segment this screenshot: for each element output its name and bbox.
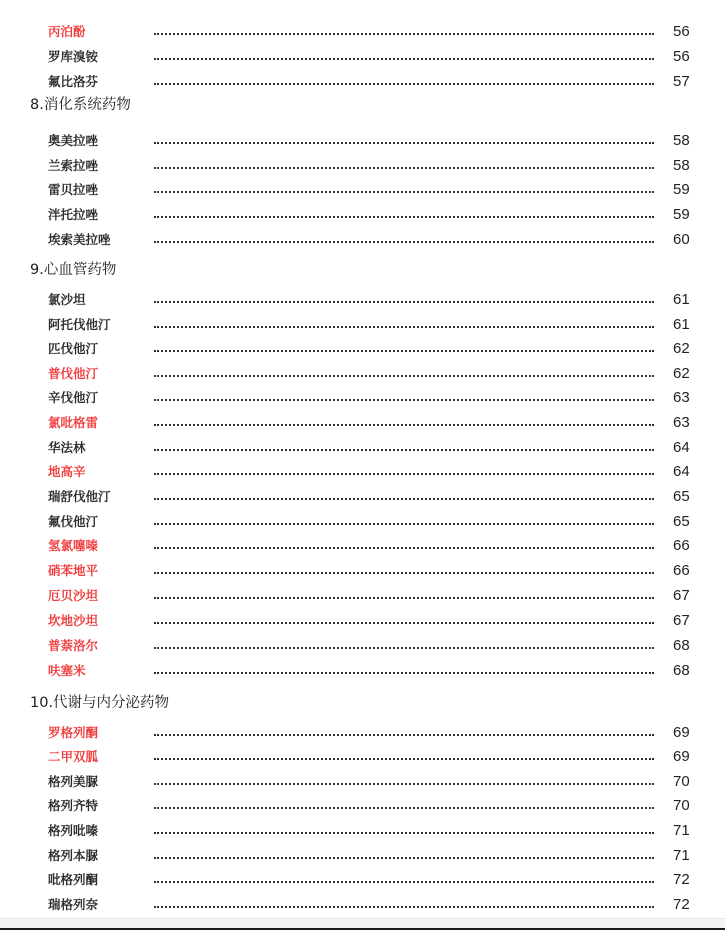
- dot-leader: [154, 783, 654, 785]
- dot-leader: [154, 167, 654, 169]
- page-number: 56: [673, 23, 690, 40]
- toc-entry[interactable]: [0, 205, 725, 225]
- dot-leader: [154, 399, 654, 401]
- toc-entry[interactable]: [0, 821, 725, 841]
- page-number: 61: [673, 291, 690, 308]
- toc-entry[interactable]: [0, 796, 725, 816]
- dot-leader: [154, 449, 654, 451]
- toc-entry[interactable]: [0, 772, 725, 792]
- entry-name: 泮托拉唑: [48, 207, 99, 222]
- entry-name: 辛伐他汀: [48, 390, 99, 405]
- toc-entry[interactable]: [0, 413, 725, 433]
- dot-leader: [154, 498, 654, 500]
- dot-leader: [154, 807, 654, 809]
- dot-leader: [154, 881, 654, 883]
- toc-entry[interactable]: [0, 611, 725, 631]
- dot-leader: [154, 597, 654, 599]
- page-number: 71: [673, 847, 690, 864]
- toc-entry[interactable]: [0, 388, 725, 408]
- toc-entry[interactable]: [0, 561, 725, 581]
- page-number: 65: [673, 488, 690, 505]
- entry-name: 罗格列酮: [48, 725, 99, 740]
- dot-leader: [154, 326, 654, 328]
- toc-entry[interactable]: [0, 47, 725, 67]
- entry-name: 华法林: [48, 440, 86, 455]
- page-number: 56: [673, 48, 690, 65]
- page-number: 67: [673, 587, 690, 604]
- entry-name: 雷贝拉唑: [48, 182, 99, 197]
- toc-entry[interactable]: [0, 870, 725, 890]
- page-number: 68: [673, 637, 690, 654]
- page-number: 61: [673, 316, 690, 333]
- page-number: 58: [673, 132, 690, 149]
- entry-name: 罗库溴铵: [48, 49, 99, 64]
- toc-entry[interactable]: [0, 536, 725, 556]
- toc-entry[interactable]: [0, 290, 725, 310]
- toc-entry[interactable]: [0, 512, 725, 532]
- dot-leader: [154, 857, 654, 859]
- page-number: 63: [673, 414, 690, 431]
- dot-leader: [154, 758, 654, 760]
- entry-name: 格列本脲: [48, 848, 99, 863]
- page-number: 57: [673, 73, 690, 90]
- page-number: 68: [673, 662, 690, 679]
- dot-leader: [154, 58, 654, 60]
- entry-name: 氟伐他汀: [48, 514, 99, 529]
- entry-name: 氯吡格雷: [48, 415, 99, 430]
- dot-leader: [154, 142, 654, 144]
- page-number: 69: [673, 748, 690, 765]
- toc-entry[interactable]: [0, 636, 725, 656]
- page-number: 59: [673, 206, 690, 223]
- toc-entry[interactable]: [0, 22, 725, 42]
- section-heading[interactable]: 8.消化系统药物: [30, 97, 131, 113]
- entry-name: 厄贝沙坦: [48, 588, 99, 603]
- toc-entry[interactable]: [0, 180, 725, 200]
- toc-entry[interactable]: [0, 72, 725, 92]
- entry-name: 格列吡嗪: [48, 823, 99, 838]
- page-number: 64: [673, 463, 690, 480]
- entry-name: 普萘洛尔: [48, 638, 99, 653]
- entry-name: 地高辛: [48, 464, 86, 479]
- entry-name: 普伐他汀: [48, 366, 99, 381]
- entry-name: 匹伐他汀: [48, 341, 99, 356]
- toc-entry[interactable]: [0, 586, 725, 606]
- dot-leader: [154, 241, 654, 243]
- dot-leader: [154, 523, 654, 525]
- page-number: 58: [673, 157, 690, 174]
- dot-leader: [154, 191, 654, 193]
- toc-entry[interactable]: [0, 661, 725, 681]
- entry-name: 兰索拉唑: [48, 158, 99, 173]
- page-number: 66: [673, 537, 690, 554]
- toc-entry[interactable]: [0, 364, 725, 384]
- dot-leader: [154, 832, 654, 834]
- page-number: 59: [673, 181, 690, 198]
- entry-name: 氢氯噻嗪: [48, 538, 99, 553]
- entry-name: 氯沙坦: [48, 292, 86, 307]
- dot-leader: [154, 734, 654, 736]
- dot-leader: [154, 672, 654, 674]
- section-heading[interactable]: 10.代谢与内分泌药物: [30, 695, 170, 711]
- entry-name: 硝苯地平: [48, 563, 99, 578]
- page-number: 66: [673, 562, 690, 579]
- page-number: 71: [673, 822, 690, 839]
- entry-name: 奥美拉唑: [48, 133, 99, 148]
- page-number: 62: [673, 340, 690, 357]
- page-number: 67: [673, 612, 690, 629]
- entry-name: 格列齐特: [48, 798, 99, 813]
- page-number: 62: [673, 365, 690, 382]
- toc-entry[interactable]: [0, 462, 725, 482]
- dot-leader: [154, 424, 654, 426]
- entry-name: 瑞舒伐他汀: [48, 489, 111, 504]
- section-heading[interactable]: 9.心血管药物: [30, 262, 117, 278]
- page-number: 72: [673, 871, 690, 888]
- entry-name: 二甲双胍: [48, 749, 99, 764]
- page-number: 63: [673, 389, 690, 406]
- dot-leader: [154, 572, 654, 574]
- dot-leader: [154, 547, 654, 549]
- toc-entry[interactable]: [0, 747, 725, 767]
- entry-name: 丙泊酚: [48, 24, 86, 39]
- entry-name: 吡格列酮: [48, 872, 99, 887]
- dot-leader: [154, 83, 654, 85]
- dot-leader: [154, 473, 654, 475]
- entry-name: 呋塞米: [48, 663, 86, 678]
- page-number: 64: [673, 439, 690, 456]
- dot-leader: [154, 301, 654, 303]
- toc-entry[interactable]: [0, 723, 725, 743]
- toc-entry[interactable]: [0, 846, 725, 866]
- page-number: 60: [673, 231, 690, 248]
- entry-name: 埃索美拉唑: [48, 232, 111, 247]
- toc-entry[interactable]: [0, 131, 725, 151]
- entry-name: 氟比洛芬: [48, 74, 99, 89]
- dot-leader: [154, 33, 654, 35]
- page-number: 70: [673, 773, 690, 790]
- entry-name: 格列美脲: [48, 774, 99, 789]
- page-number: 65: [673, 513, 690, 530]
- toc-entry[interactable]: [0, 156, 725, 176]
- dot-leader: [154, 906, 654, 908]
- toc-entry[interactable]: [0, 339, 725, 359]
- toc-entry[interactable]: [0, 315, 725, 335]
- dot-leader: [154, 622, 654, 624]
- toc-entry[interactable]: [0, 487, 725, 507]
- dot-leader: [154, 216, 654, 218]
- page-number: 70: [673, 797, 690, 814]
- entry-name: 瑞格列奈: [48, 897, 99, 912]
- dot-leader: [154, 350, 654, 352]
- toc-entry[interactable]: [0, 230, 725, 250]
- dot-leader: [154, 647, 654, 649]
- page-number: 72: [673, 896, 690, 913]
- page-number: 69: [673, 724, 690, 741]
- entry-name: 阿托伐他汀: [48, 317, 111, 332]
- toc-entry[interactable]: [0, 438, 725, 458]
- dot-leader: [154, 375, 654, 377]
- entry-name: 坎地沙坦: [48, 613, 99, 628]
- toc-entry[interactable]: [0, 895, 725, 915]
